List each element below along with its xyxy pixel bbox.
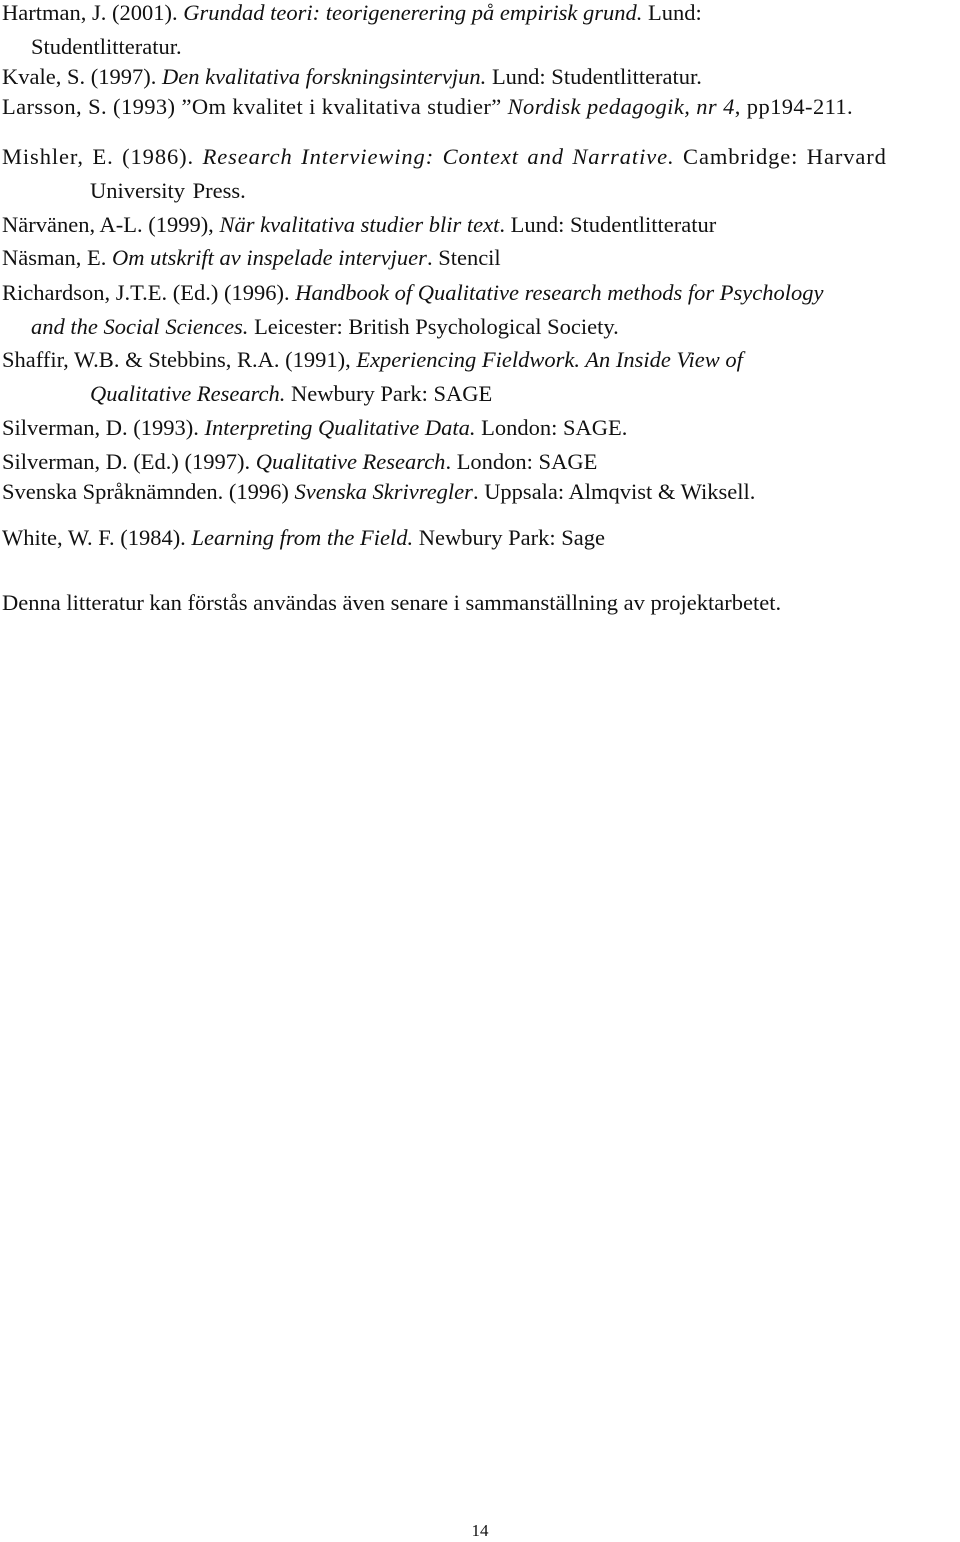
reference-title: När kvalitativa studier blir text	[219, 212, 500, 237]
reference-author-date: White, W. F. (1984).	[2, 525, 192, 550]
reference-publisher: , pp194-211.	[734, 94, 854, 119]
reference-title: Grundad teori: teorigenerering på empirisk grund.	[183, 0, 643, 25]
reference-publisher: Newbury Park: Sage	[413, 525, 605, 550]
reference-sprakmanden	[2, 475, 960, 509]
reference-title: Experiencing Fieldwork. An Inside View of	[356, 347, 743, 372]
reference-continuation: University Press.	[90, 178, 246, 203]
reference-publisher: Lund: Studentlitteratur.	[486, 64, 702, 89]
reference-author-date: Näsman, E.	[2, 245, 112, 270]
closing-note: Denna litteratur kan förstås användas även senare i sammanställning av projektarbetet.	[2, 590, 782, 615]
page-number: 14	[471, 1521, 489, 1540]
reference-silverman-1993	[2, 411, 960, 445]
reference-publisher: Cambridge: Harvard	[674, 144, 887, 169]
reference-larsson	[2, 90, 960, 124]
reference-mishler	[2, 140, 960, 208]
reference-author-date: Svenska Språknämnden. (1996)	[2, 479, 295, 504]
reference-title: Interpreting Qualitative Data.	[204, 415, 476, 440]
reference-title: Den kvalitativa forskningsintervjun.	[161, 64, 487, 89]
reference-publisher: London: SAGE.	[475, 415, 628, 440]
reference-author-date: Larsson, S. (1993) ”Om kvalitet i kvalitativa studier”	[2, 94, 508, 119]
reference-author-date: Närvänen, A-L. (1999),	[2, 212, 220, 237]
reference-author-date: Hartman, J. (2001).	[2, 0, 184, 25]
reference-title: Research Interviewing: Context and Narrative.	[202, 144, 675, 169]
reference-continuation	[2, 377, 960, 411]
reference-kvale	[2, 60, 960, 94]
reference-silverman-1997	[2, 445, 960, 479]
reference-author-date: Silverman, D. (Ed.) (1997).	[2, 449, 256, 474]
reference-richardson	[2, 276, 960, 344]
reference-publisher: . Lund: Studentlitteratur	[499, 212, 717, 237]
reference-publisher: Newbury Park: SAGE	[285, 381, 493, 406]
reference-title-continued: Qualitative Research.	[90, 381, 286, 406]
reference-white	[2, 521, 960, 555]
reference-continuation: Studentlitteratur.	[31, 34, 182, 59]
reference-author-date: Shaffir, W.B. & Stebbins, R.A. (1991),	[2, 347, 357, 372]
reference-title: Svenska Skrivregler	[294, 479, 473, 504]
reference-title: Om utskrift av inspelade intervjuer	[111, 245, 427, 270]
reference-shaffir	[2, 343, 960, 411]
reference-author-date: Richardson, J.T.E. (Ed.) (1996).	[2, 280, 296, 305]
reference-hartman	[2, 0, 960, 64]
reference-narvanen	[2, 208, 960, 242]
reference-title: Handbook of Qualitative research methods for Psychology	[295, 280, 824, 305]
reference-publisher: . Uppsala: Almqvist & Wiksell.	[472, 479, 756, 504]
reference-author-date: Silverman, D. (1993).	[2, 415, 205, 440]
reference-author-date: Mishler, E. (1986).	[2, 144, 203, 169]
reference-publisher: Lund:	[642, 0, 702, 25]
reference-publisher: . Stencil	[426, 245, 501, 270]
reference-nasman	[2, 241, 960, 275]
reference-continuation	[2, 310, 960, 344]
reference-publisher: . London: SAGE	[445, 449, 598, 474]
reference-author-date: Kvale, S. (1997).	[2, 64, 162, 89]
reference-title: Nordisk pedagogik, nr 4	[507, 94, 735, 119]
reference-title: Learning from the Field.	[191, 525, 414, 550]
reference-title-continued: and the Social Sciences.	[31, 314, 249, 339]
reference-title: Qualitative Research	[255, 449, 446, 474]
reference-publisher: Leicester: British Psychological Society.	[248, 314, 619, 339]
